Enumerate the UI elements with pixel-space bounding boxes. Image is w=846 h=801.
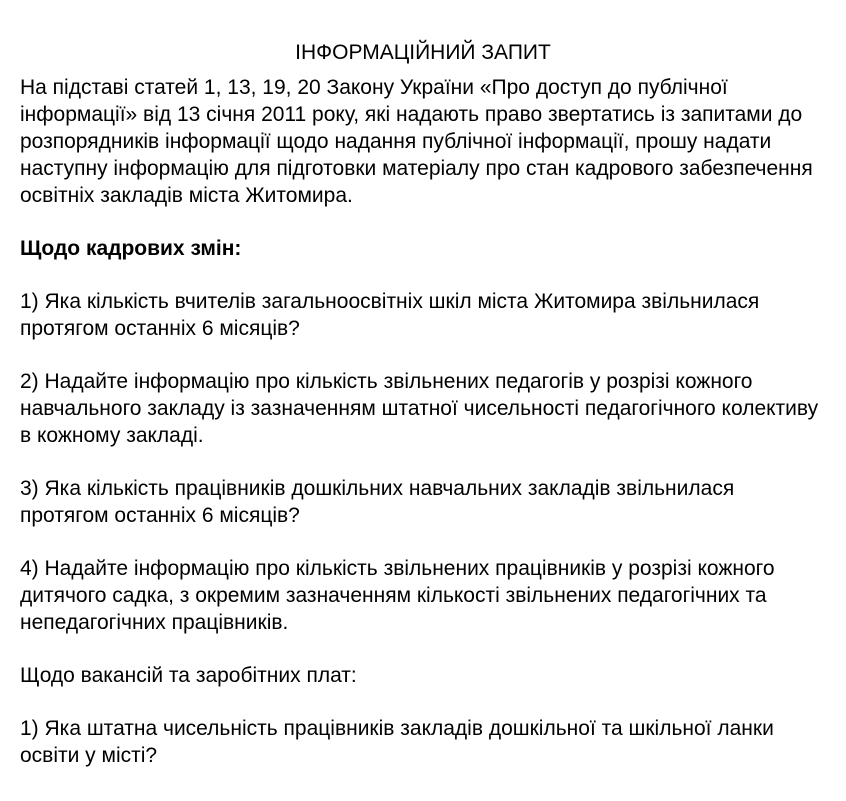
intro-paragraph: На підставі статей 1, 13, 19, 20 Закону України «Про доступ до публічної інформації» від 13 січня 2011 року, які надають право звертатись із запитами до розпорядників інформації щодо надання публічної інформації, прошу надати наступну інформацію для підготовки матеріалу про стан кадрового забезпечення освітніх закладів міста Житомира. <box>20 76 813 207</box>
question-item: 1) Яка штатна чисельність працівників закладів дошкільної та шкільної ланки освіти у місті? <box>20 717 774 767</box>
document-body <box>20 40 826 795</box>
section-heading-vacancies: Щодо вакансій та заробітних плат: <box>20 664 357 687</box>
question-item: 2) Надайте інформацію про кількість звільнених педагогів у розрізі кожного навчального закладу із зазначенням штатної чисельності педагогічного колективу в кожному закладі. <box>20 370 819 447</box>
question-item: 4) Надайте інформацію про кількість звільнених працівників у розрізі кожного дитячого садка, з окремим зазначенням кількості звільнених педагогічних та непедагогічних працівників. <box>20 557 775 634</box>
section-heading-staff-changes: Щодо кадрових змін: <box>20 237 242 260</box>
question-item: 1) Яка кількість вчителів загальноосвітніх шкіл міста Житомира звільнилася протягом останніх 6 місяців? <box>20 290 760 340</box>
question-item: 3) Яка кількість працівників дошкільних навчальних закладів звільнилася протягом останніх 6 місяців? <box>20 477 735 527</box>
document-title: ІНФОРМАЦІЙНИЙ ЗАПИТ <box>295 41 551 64</box>
